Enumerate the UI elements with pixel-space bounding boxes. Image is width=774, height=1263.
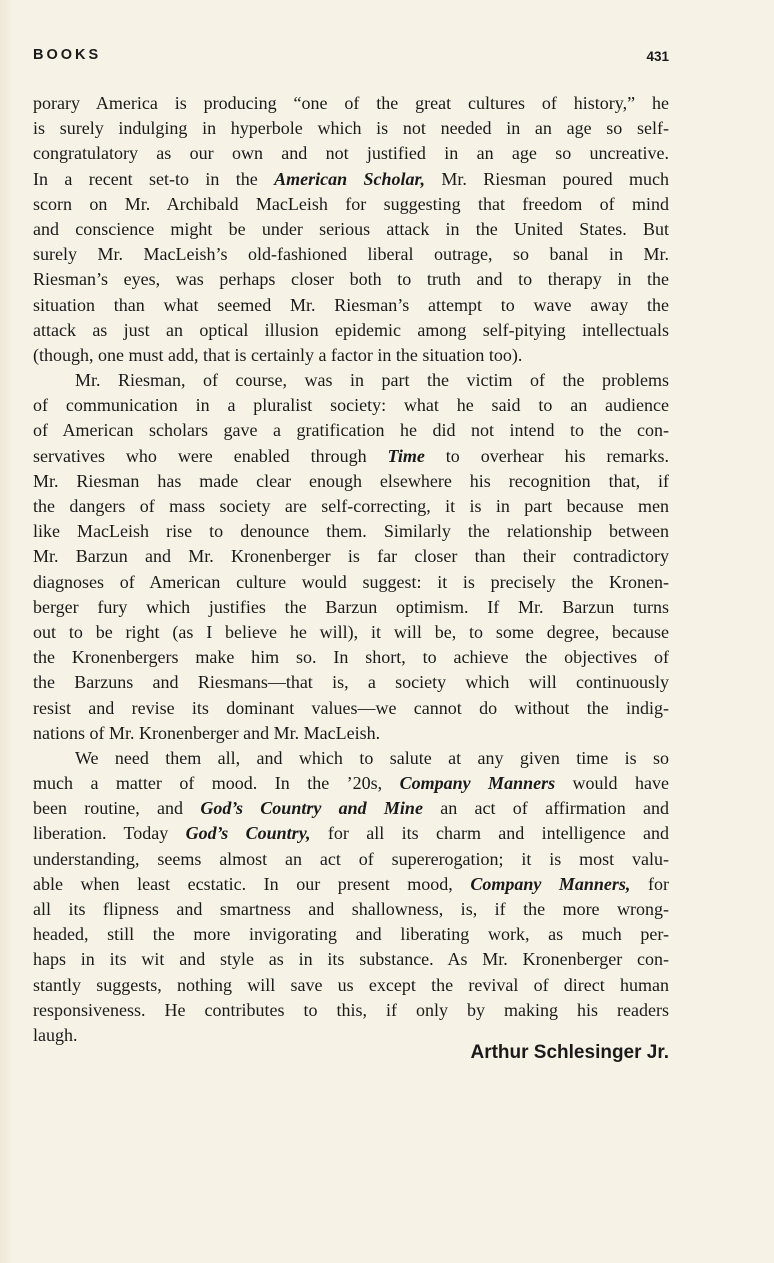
text-line: of communication in a pluralist society: what he said to an audience: [33, 395, 669, 416]
text-line: and conscience might be under serious attack in the United States. But: [33, 218, 669, 239]
text-line: been routine, and God’s Country and Mine an act of affirmation and: [33, 798, 669, 819]
section-title: BOOKS: [33, 47, 102, 63]
text-line: the dangers of mass society are self-correcting, it is in part because men: [33, 496, 669, 516]
text-line: diagnoses of American culture would suggest: it is precisely the Kronen-: [33, 571, 669, 592]
italic-title: Company Manners: [399, 773, 556, 794]
paragraph: [33, 746, 669, 1048]
text-line: liberation. Today God’s Country, for all its charm and intelligence and: [33, 823, 669, 844]
text-line: laugh.: [33, 1024, 78, 1045]
italic-title: American Scholar,: [274, 168, 426, 189]
text-line: Mr. Barzun and Mr. Kronenberger is far closer than their contradictory: [33, 546, 669, 567]
paragraph: [33, 91, 669, 368]
italic-title: Company Manners,: [470, 873, 631, 894]
text-line: all its flipness and smartness and shallowness, is, if the more wrong-: [33, 899, 669, 919]
text-line: like MacLeish rise to denounce them. Similarly the relationship between: [33, 521, 669, 542]
italic-title: God’s Country,: [185, 823, 311, 844]
text-line: is surely indulging in hyperbole which is not needed in an age so self-: [33, 118, 669, 139]
italic-title: God’s Country and Mine: [200, 798, 423, 819]
text-line: Mr. Riesman has made clear enough elsewhere his recognition that, if: [33, 470, 669, 491]
text-line: able when least ecstatic. In our present mood, Company Manners, for: [33, 873, 669, 894]
text-line: understanding, seems almost an act of supererogation; it is most valu-: [33, 848, 669, 869]
running-head: [33, 47, 669, 67]
text-line: haps in its wit and style as in its substance. As Mr. Kronenberger con-: [33, 949, 669, 970]
page-number: 431: [646, 49, 669, 64]
paragraph: [33, 368, 669, 746]
text-line: Riesman’s eyes, was perhaps closer both to truth and to therapy in the: [33, 269, 669, 290]
text-line: porary America is producing “one of the great cultures of history,” he: [33, 93, 669, 113]
text-line: of American scholars gave a gratification he did not intend to the con-: [33, 420, 669, 441]
text-line: the Kronenbergers make him so. In short, to achieve the objectives of: [33, 647, 669, 668]
text-line: the Barzuns and Riesmans—that is, a society which will continuously: [33, 672, 669, 693]
text-line: responsiveness. He contributes to this, if only by making his readers: [33, 999, 669, 1020]
text-line: (though, one must add, that is certainly a factor in the situation too).: [33, 344, 523, 365]
author-signature: Arthur Schlesinger Jr.: [470, 1042, 669, 1063]
text-line: berger fury which justifies the Barzun optimism. If Mr. Barzun turns: [33, 596, 669, 617]
text-line: surely Mr. MacLeish’s old-fashioned liberal outrage, so banal in Mr.: [33, 244, 669, 265]
text-line: Mr. Riesman, of course, was in part the victim of the problems: [75, 370, 669, 391]
italic-title: Time: [387, 445, 425, 466]
text-line: situation than what seemed Mr. Riesman’s attempt to wave away the: [33, 294, 669, 315]
text-line: resist and revise its dominant values—we cannot do without the indig-: [33, 697, 669, 718]
text-line: servatives who were enabled through Time to overhear his remarks.: [33, 445, 669, 466]
text-line: much a matter of mood. In the ’20s, Company Manners would have: [33, 773, 669, 794]
text-line: In a recent set-to in the American Scholar, Mr. Riesman poured much: [33, 168, 669, 189]
text-line: out to be right (as I believe he will), it will be, to some degree, because: [33, 621, 669, 642]
text-line: headed, still the more invigorating and liberating work, as much per-: [33, 924, 669, 945]
text-line: nations of Mr. Kronenberger and Mr. MacLeish.: [33, 722, 381, 743]
text-line: scorn on Mr. Archibald MacLeish for suggesting that freedom of mind: [33, 193, 669, 214]
text-line: congratulatory as our own and not justified in an age so uncreative.: [33, 143, 669, 164]
text-line: attack as just an optical illusion epidemic among self-pitying intellectuals: [33, 319, 669, 340]
text-line: We need them all, and which to salute at any given time is so: [75, 747, 669, 768]
article-body: [33, 91, 669, 1048]
text-line: stantly suggests, nothing will save us except the revival of direct human: [33, 974, 669, 995]
